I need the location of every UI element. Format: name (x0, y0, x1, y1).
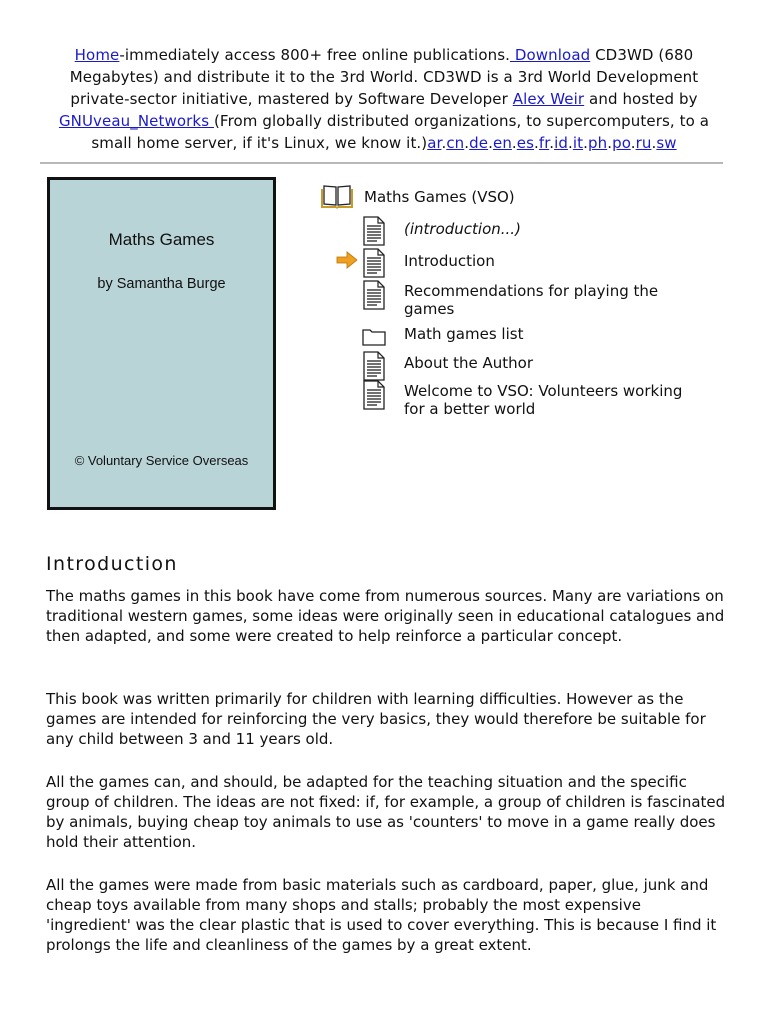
cover-author: by Samantha Burge (97, 276, 226, 292)
language-link-id[interactable]: id (554, 134, 568, 152)
document-icon (362, 216, 386, 250)
language-separator: . (464, 134, 470, 152)
body-paragraph: This book was written primarily for children with learning difficulties. However as the games are intended for reinforcing the very basics, they would therefore be suitable for any child between 3 and 11 years old. (46, 690, 706, 748)
language-link-en[interactable]: en (492, 134, 512, 152)
toc-item-label: (introduction...) (404, 220, 521, 238)
language-link-it[interactable]: it (572, 134, 584, 152)
author-link[interactable]: Alex Weir (512, 90, 585, 108)
home-link[interactable]: Home (74, 46, 120, 64)
folder-icon (362, 328, 386, 350)
language-link-po[interactable]: po (612, 134, 631, 152)
document-icon (362, 380, 386, 414)
language-separator: . (630, 134, 636, 152)
toc-item-label: Math games list (404, 325, 524, 343)
section-title: Introduction (46, 552, 178, 575)
header-banner (40, 44, 728, 154)
body-paragraph: All the games were made from basic materials such as cardboard, paper, glue, junk and cheap toys available from many shops and stalls; probably the most expensive 'ingredient' was the clear plastic that is used to cover everything. This is because I find it prolongs the life and cleanliness of the games by a great extent. (46, 876, 717, 954)
current-item-arrow-icon (336, 251, 358, 273)
document-icon (362, 280, 386, 314)
toc-item-label: Welcome to VSO: Volunteers working for a better world (404, 382, 683, 418)
network-link[interactable]: GNUveau_Networks (58, 112, 214, 130)
toc-item-label: Recommendations for playing the games (404, 282, 659, 318)
language-separator: . (441, 134, 447, 152)
language-link-es[interactable]: es (516, 134, 535, 152)
book-cover (47, 177, 276, 510)
toc-item-label: Introduction (404, 252, 495, 270)
download-link[interactable]: Download (510, 46, 591, 64)
language-links (427, 134, 676, 152)
language-separator: . (488, 134, 493, 152)
language-link-ru[interactable]: ru (635, 134, 652, 152)
header-text-2: CD3WD (680 Megabytes) and distribute it to the 3rd World. CD3WD is a 3rd World Development private-sector initiative, mastered by Software Developer (69, 46, 699, 108)
language-link-ar[interactable]: ar (427, 134, 442, 152)
language-link-cn[interactable]: cn (446, 134, 465, 152)
language-separator: . (511, 134, 517, 152)
toc-item-label: About the Author (404, 354, 534, 372)
header-text-4: (From globally distributed organizations, to supercomputers, to a small home server, if it's Linux, we know it.) (91, 112, 710, 152)
cover-publisher: © Voluntary Service Overseas (74, 453, 249, 468)
language-separator: . (567, 134, 573, 152)
document-icon (362, 248, 386, 282)
book-icon (320, 184, 354, 214)
language-link-sw[interactable]: sw (656, 134, 677, 152)
language-separator: . (607, 134, 613, 152)
body-paragraph: All the games can, and should, be adapted for the teaching situation and the specific group of children. The ideas are not fixed: if, for example, a group of children is fascinated by animals, buying cheap toy animals to use as 'counters' to move in a game really does hold their attention. (46, 773, 726, 851)
body-paragraph: The maths games in this book have come from numerous sources. Many are variations on traditional western games, some ideas were originally seen in educational catalogues and then adapted, and some were created to help reinforce a particular concept. (46, 587, 725, 645)
toc-book-title: Maths Games (VSO) (364, 188, 515, 206)
language-separator: . (549, 134, 555, 152)
language-link-de[interactable]: de (469, 134, 489, 152)
language-separator: . (534, 134, 539, 152)
language-link-ph[interactable]: ph (587, 134, 608, 152)
header-divider (40, 162, 723, 164)
header-text-1: -immediately access 800+ free online publications. (119, 46, 510, 64)
header-text-3: and hosted by (584, 90, 698, 108)
language-link-fr[interactable]: fr (538, 134, 550, 152)
language-separator: . (651, 134, 657, 152)
language-separator: . (583, 134, 588, 152)
cover-title: Maths Games (108, 230, 215, 249)
